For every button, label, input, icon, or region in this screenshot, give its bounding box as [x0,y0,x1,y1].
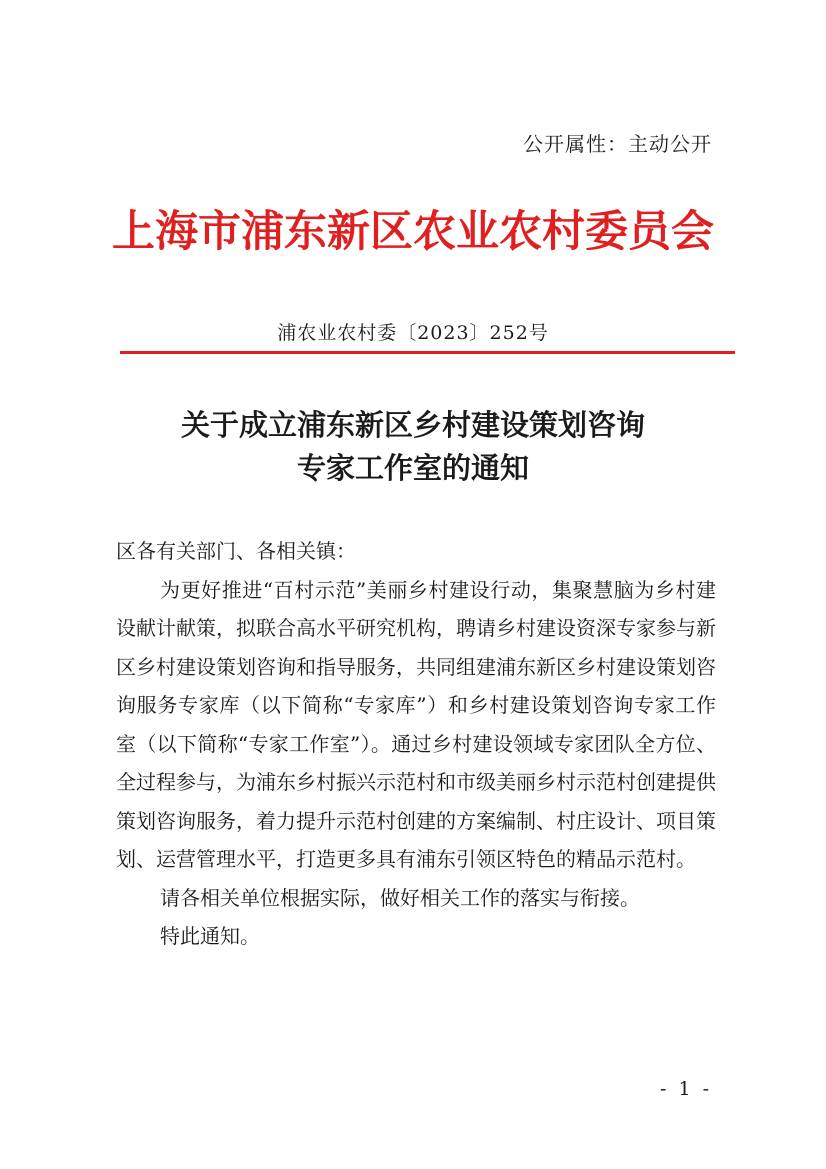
issuing-authority: 上海市浦东新区农业农村委员会 [112,207,714,257]
page-number: - 1 - [659,1078,712,1100]
document-body [116,532,716,956]
document-number: 浦农业农村委〔2023〕252号 [277,322,549,344]
title-line-2: 专家工作室的通知 [296,451,529,485]
body-paragraph-request: 请各相关单位根据实际，做好相关工作的落实与衔接。 [160,885,640,910]
body-paragraph-closing: 特此通知。 [160,924,260,948]
body-paragraph-main: 为更好推进“百村示范”美丽乡村建设行动，集聚慧脑为乡村建设献计献策，拟联合高水平研究机构，聘请乡村建设资深专家参与新区乡村建设策划咨询和指导服务，共同组建浦东新区乡村建设策划咨询服务专家库（以下简称“专家库”）和乡村建设策划咨询专家工作室（以下简称“专家工作室”）。通过乡村建设领域专家团队全方位、全过程参与，为浦东乡村振兴示范村和市级美丽乡村示范村创建提供策划咨询服务，着力提升示范村创建的方案编制、村庄设计、项目策划、运营管理水平，打造更多具有浦东引领区特色的精品示范村。 [116,577,716,871]
red-divider-line [120,351,735,354]
salutation: 区各有关部门、各相关镇： [116,539,356,563]
title-line-1: 关于成立浦东新区乡村建设策划咨询 [180,408,645,442]
disclosure-attribute: 公开属性：主动公开 [523,132,712,156]
document-title [0,404,826,490]
